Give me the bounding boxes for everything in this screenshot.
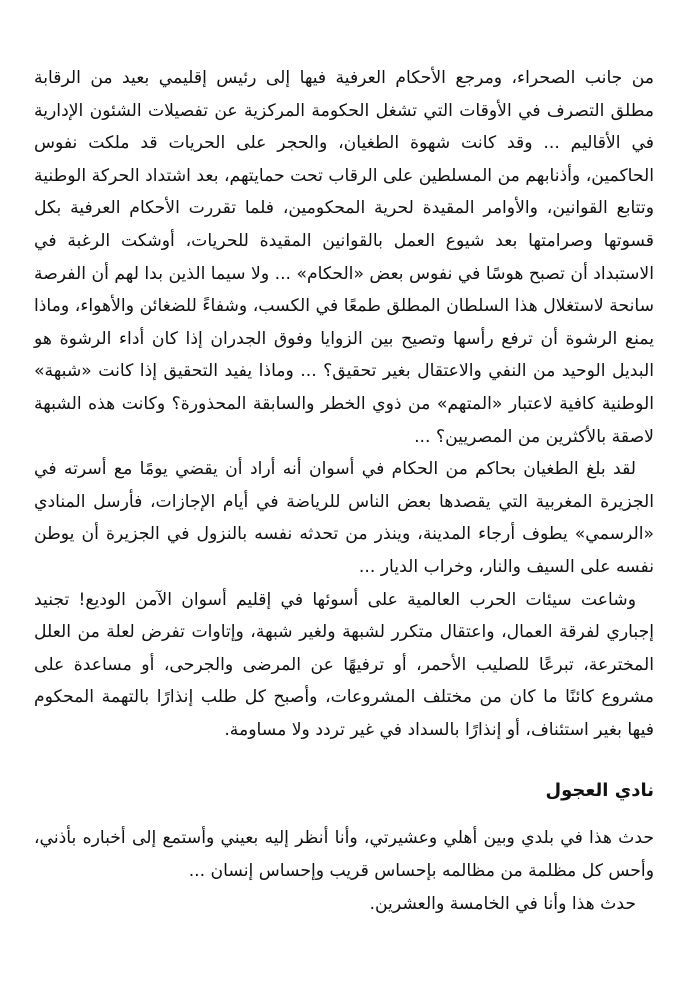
- section-paragraph: حدث هذا وأنا في الخامسة والعشرين.: [369, 893, 636, 914]
- body-paragraph: وشاعت سيئات الحرب العالمية على أسوئها في إقليم أسوان الآمن الوديع! تجنيد إجباري لفرقة العمال، واعتقال متكرر لشبهة ولغير شبهة، وإتاوات تفرض لعلة من العلل المخترعة، تبرعًا للصليب الأحمر، أو ترفيهًا عن المرضى والجرحى، أو مساعدة على مشروع كائنًا ما كان من مختلف المشروعات، وأصبح كل طلب إنذارًا بالتهمة المحكوم فيها بغير استئناف، أو إنذارًا بالسداد في غير تردد ولا مساومة.: [34, 589, 654, 740]
- section-paragraph: حدث هذا في بلدي وبين أهلي وعشيرتي، وأنا أنظر إليه بعيني وأستمع إلى أخباره بأذني، وأحس كل مظلمة من مظالمه بإحساس قريب وإحساس إنسان ...: [34, 828, 654, 882]
- section-heading: نادي العجول: [545, 780, 654, 802]
- body-paragraph: من جانب الصحراء، ومرجع الأحكام العرفية فيها إلى رئيس إقليمي بعيد من الرقابة مطلق التصرف في الأوقات التي تشغل الحكومة المركزية عن تفصيلات الشئون الإدارية في الأقاليم ... وقد كانت شهوة الطغيان، والحجر على الحريات قد ملكت نفوس الحاكمين، وأذنابهم من المسلطين على الرقاب تحت حمايتهم، بعد اشتداد الحركة الوطنية وتتابع القوانين، والأوامر المقيدة لحرية المحكومين، فلما تقررت الأحكام العرفية بكل قسوتها وصرامتها بعد شيوع العمل بالقوانين المقيدة للحريات، أوشكت الرغبة في الاستبداد أن تصبح هوسًا في نفوس بعض «الحكام» ... ولا سيما الذين بدا لهم أن الفرصة سانحة لاستغلال هذا السلطان المطلق طمعًا في الكسب، وشفاءً للضغائن والأهواء، وماذا يمنع الرشوة أن ترفع رأسها وتصيح بين الزوايا وفوق الجدران إذا كان أداء الرشوة هو البديل الوحيد من النفي والاعتقال بغير تحقيق؟ ... وماذا يفيد التحقيق إذا كانت «شبهة» الوطنية كافية لاعتبار «المتهم» من ذوي الخطر والسابقة المحذورة؟ وكانت هذه الشبهة لاصقة بالأكثرين من المصريين؟ ...: [34, 68, 654, 447]
- body-paragraph: لقد بلغ الطغيان بحاكم من الحكام في أسوان أنه أراد أن يقضي يومًا مع أسرته في الجزيرة المغربية التي يقصدها بعض الناس للرياضة في أيام الإجازات، فأرسل المنادي «الرسمي» يطوف أرجاء المدينة، وينذر من تحدثه نفسه بالنزول في الجزيرة أن يوطن نفسه على السيف والنار، وخراب الديار ...: [34, 459, 654, 577]
- document-page: [34, 62, 654, 920]
